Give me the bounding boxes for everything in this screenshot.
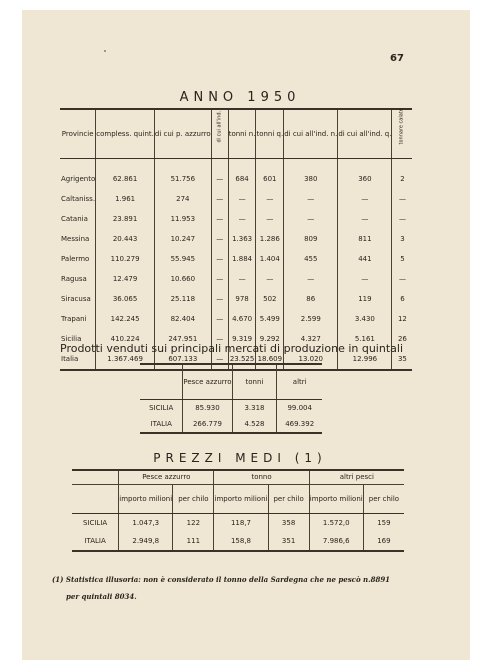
catch-row-cell: — (338, 189, 392, 209)
prices-row-cell: ITALIA (72, 532, 119, 551)
catch-row-cell: — (284, 189, 338, 209)
markets-header-altri: altri (277, 364, 322, 400)
footnote (52, 571, 432, 605)
catch-row-cell: — (284, 209, 338, 229)
catch-row-cell: 9.292 (256, 329, 284, 349)
header-tonnare (392, 109, 413, 159)
catch-row-cell: 360 (338, 169, 392, 189)
catch-row-cell: 5 (400, 255, 405, 263)
markets-table (140, 363, 322, 434)
catch-row (60, 229, 412, 249)
catch-row-cell: 119 (338, 289, 392, 309)
markets-row-cell: 4.528 (232, 416, 277, 433)
markets-row-cell: 266.779 (183, 416, 232, 433)
catch-row-cell: 978 (228, 289, 256, 309)
prices-row (72, 532, 404, 551)
catch-row-cell: 607.133 (154, 349, 211, 370)
catch-row-cell: 1.961 (96, 189, 155, 209)
catch-row-cell: 2 (400, 175, 405, 183)
header-all-ind-label: di cui all'ind. (216, 110, 223, 142)
markets-row-cell: SICILIA (140, 400, 183, 417)
catch-row-cell: 455 (284, 249, 338, 269)
prices-row (72, 514, 404, 533)
header-tonnare-label: tonnare calate (398, 107, 405, 144)
catch-row-cell: Caltaniss. (60, 189, 96, 209)
catch-row-cell: — (256, 209, 284, 229)
markets-row-cell: 99.004 (287, 404, 312, 412)
catch-row-cell: 809 (284, 229, 338, 249)
prices-row-cell: 1.047,3 (119, 514, 173, 533)
prices-sub-importo-1: importo milioni (119, 485, 173, 514)
catch-row-cell: Siracusa (60, 289, 96, 309)
prices-row-cell: 358 (268, 514, 309, 533)
prices-row-cell: 7.986,6 (309, 532, 363, 551)
prices-group-altri: altri pesci (309, 470, 404, 485)
prices-group-tonno: tonno (214, 470, 309, 485)
catch-row-cell: 5.499 (256, 309, 284, 329)
header-complessivo: compless. quint. (96, 109, 155, 159)
prices-sub-chilo-3: per chilo (363, 485, 404, 514)
catch-row-cell: 247.951 (154, 329, 211, 349)
catch-row-cell: — (211, 269, 228, 289)
catch-row-cell: 380 (284, 169, 338, 189)
prices-header-blank (72, 470, 119, 485)
catch-row-cell: Agrigento (60, 169, 96, 189)
catch-row-cell: 11.953 (154, 209, 211, 229)
catch-row-cell: 1.404 (256, 249, 284, 269)
catch-row-cell: 12 (397, 315, 407, 323)
prices-sub-chilo-1: per chilo (173, 485, 214, 514)
catch-row-cell: 3 (400, 235, 405, 243)
catch-row-cell: 10.247 (154, 229, 211, 249)
catch-row-cell: 51.756 (154, 169, 211, 189)
prices-row-cell: 111 (173, 532, 214, 551)
catch-row-cell: 5.161 (338, 329, 392, 349)
catch-row-cell: — (338, 269, 392, 289)
markets-row-cell: ITALIA (140, 416, 183, 433)
catch-row-cell: 142.245 (96, 309, 155, 329)
catch-row-cell: 811 (338, 229, 392, 249)
catch-row-cell: Catania (60, 209, 96, 229)
prices-table (72, 469, 404, 552)
catch-row-cell: — (256, 269, 284, 289)
prices-row-cell: 159 (377, 519, 391, 527)
catch-row-cell: — (256, 189, 284, 209)
catch-row-cell: Palermo (60, 249, 96, 269)
catch-row-cell: 684 (228, 169, 256, 189)
catch-row-cell: — (211, 229, 228, 249)
markets-row-cell: 3.318 (232, 400, 277, 417)
catch-row-cell: Ragusa (60, 269, 96, 289)
catch-row-cell: 441 (338, 249, 392, 269)
catch-row-cell: — (211, 189, 228, 209)
catch-table (60, 108, 412, 371)
catch-row-cell: 55.945 (154, 249, 211, 269)
header-ind-n: di cui all'ind. n. (284, 109, 338, 159)
markets-header-pesce: Pesce azzurro (183, 364, 232, 400)
prices-row-cell: 122 (173, 514, 214, 533)
catch-row-cell: 82.404 (154, 309, 211, 329)
catch-row-cell: 23.891 (96, 209, 155, 229)
catch-row-cell: 1.286 (256, 229, 284, 249)
catch-row (60, 249, 412, 269)
prices-sub-importo-2: importo milioni (214, 485, 268, 514)
catch-row-cell: 12.479 (96, 269, 155, 289)
catch-row-cell: 2.599 (284, 309, 338, 329)
prices-row-cell: 2.949,8 (119, 532, 173, 551)
catch-row-cell: — (211, 289, 228, 309)
prices-row-cell: 118,7 (214, 514, 268, 533)
year-title: ANNO 1950 (179, 90, 301, 105)
catch-row-cell: 6 (400, 295, 405, 303)
prices-row-cell: 169 (377, 537, 391, 545)
prices-sub-chilo-2: per chilo (268, 485, 309, 514)
catch-row-cell: — (211, 309, 228, 329)
catch-row-cell: — (228, 209, 256, 229)
catch-row-cell: Italia (60, 349, 96, 370)
page-number: 67 (390, 53, 404, 64)
header-provincie: Provincie (60, 109, 96, 159)
catch-row-cell: 20.443 (96, 229, 155, 249)
speck (104, 50, 106, 52)
catch-row-cell: — (228, 189, 256, 209)
catch-row-cell: 35 (397, 355, 407, 363)
catch-row-cell: 62.861 (96, 169, 155, 189)
catch-row-cell: 10.660 (154, 269, 211, 289)
catch-row-cell: — (211, 349, 228, 370)
catch-row (60, 289, 412, 309)
header-tonni-q: tonni q. (256, 109, 284, 159)
catch-row-cell: 18.609 (256, 349, 284, 370)
prezzi-title: PREZZI MEDI (1) (153, 451, 327, 465)
header-all-ind (211, 109, 228, 159)
catch-row-cell: 3.430 (338, 309, 392, 329)
prices-row-cell: 351 (268, 532, 309, 551)
prices-row-cell: SICILIA (72, 514, 119, 533)
catch-row-cell: 36.065 (96, 289, 155, 309)
markets-row-cell: 85.930 (183, 400, 232, 417)
catch-row-cell: — (338, 209, 392, 229)
markets-row (140, 400, 322, 417)
catch-row-cell: — (228, 269, 256, 289)
catch-row-cell: — (398, 195, 406, 203)
catch-row-cell: Trapani (60, 309, 96, 329)
catch-row-cell: Sicilia (60, 329, 96, 349)
header-pesce-azzurro: di cui p. azzurro (154, 109, 211, 159)
prices-row-cell: 1.572,0 (309, 514, 363, 533)
markets-header-blank (140, 364, 183, 400)
catch-table-header (60, 109, 412, 159)
catch-row-cell: 274 (154, 189, 211, 209)
markets-subtitle: Prodotti venduti sui principali mercati di produzione in quintali (60, 342, 404, 355)
footnote-line-2: per quintali 8034. (66, 592, 137, 601)
catch-row-cell: 25.118 (154, 289, 211, 309)
prices-group-pesce: Pesce azzurro (119, 470, 214, 485)
catch-row-cell: 86 (284, 289, 338, 309)
prices-row-cell: 158,8 (214, 532, 268, 551)
catch-row-cell: Messina (60, 229, 96, 249)
header-tonni-n: tonni n. (228, 109, 256, 159)
catch-row-cell: 601 (256, 169, 284, 189)
catch-row-cell: — (398, 215, 406, 223)
catch-row (60, 169, 412, 189)
catch-row-cell: 26 (397, 335, 407, 343)
catch-row-cell: 4.670 (228, 309, 256, 329)
prices-sub-importo-3: importo milioni (309, 485, 363, 514)
markets-row (140, 416, 322, 433)
catch-row (60, 309, 412, 329)
catch-row-cell: 23.525 (228, 349, 256, 370)
catch-row-cell: 9.319 (228, 329, 256, 349)
catch-row-cell: 4.327 (284, 329, 338, 349)
catch-row-cell: 1.363 (228, 229, 256, 249)
catch-row-cell: 502 (256, 289, 284, 309)
catch-row-cell: — (398, 275, 406, 283)
catch-row-cell: 12.996 (338, 349, 392, 370)
catch-row-cell: — (211, 209, 228, 229)
catch-row (60, 209, 412, 229)
markets-row-cell: 469.392 (285, 420, 315, 428)
catch-row (60, 189, 412, 209)
header-ind-q: di cui all'ind. q. (338, 109, 392, 159)
catch-row-cell: — (211, 329, 228, 349)
catch-row-cell: 1.367.469 (96, 349, 155, 370)
catch-row (60, 269, 412, 289)
catch-row-cell: 13.020 (284, 349, 338, 370)
catch-row-cell: — (211, 169, 228, 189)
catch-row-cell: 110.279 (96, 249, 155, 269)
footnote-line-1: (1) Statistica illusoria: non è considerato il tonno della Sardegna che ne pescò n.8891 (52, 575, 391, 584)
catch-row-cell: 410.224 (96, 329, 155, 349)
catch-row-cell: 1.884 (228, 249, 256, 269)
markets-header-tonni: tonni (232, 364, 277, 400)
catch-row-cell: — (284, 269, 338, 289)
catch-row-cell: — (211, 249, 228, 269)
